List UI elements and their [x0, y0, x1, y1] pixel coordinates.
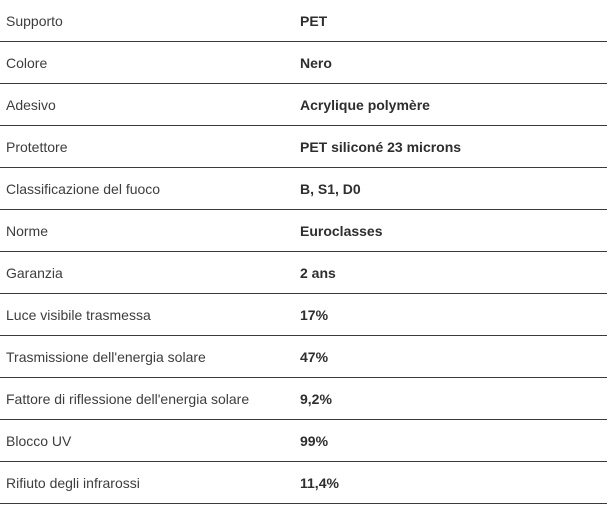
spec-row-classificazione-fuoco	[0, 168, 607, 210]
spec-value: 17%	[300, 294, 607, 336]
spec-label: Fattore di riflessione dell'energia solare	[0, 378, 300, 420]
spec-row-norme	[0, 210, 607, 252]
spec-value: B, S1, D0	[300, 168, 607, 210]
spec-label: Colore	[0, 42, 300, 84]
spec-row-adesivo	[0, 84, 607, 126]
spec-label: Classificazione del fuoco	[0, 168, 300, 210]
spec-label: Supporto	[0, 0, 300, 42]
spec-label: Garanzia	[0, 252, 300, 294]
spec-row-protettore	[0, 126, 607, 168]
spec-row-garanzia	[0, 252, 607, 294]
spec-value: 9,2%	[300, 378, 607, 420]
spec-value: PET	[300, 0, 607, 42]
spec-value: 99%	[300, 420, 607, 462]
spec-value: 47%	[300, 336, 607, 378]
spec-value: 2 ans	[300, 252, 607, 294]
spec-row-supporto	[0, 0, 607, 42]
spec-value: Euroclasses	[300, 210, 607, 252]
spec-label: Trasmissione dell'energia solare	[0, 336, 300, 378]
spec-value: 11,4%	[300, 462, 607, 504]
spec-value: Nero	[300, 42, 607, 84]
spec-row-rifiuto-infrarossi	[0, 462, 607, 504]
spec-label: Protettore	[0, 126, 300, 168]
spec-row-riflessione-energia	[0, 378, 607, 420]
spec-row-colore	[0, 42, 607, 84]
spec-label: Luce visibile trasmessa	[0, 294, 300, 336]
spec-row-trasmissione-energia	[0, 336, 607, 378]
spec-label: Norme	[0, 210, 300, 252]
spec-row-blocco-uv	[0, 420, 607, 462]
spec-value: PET siliconé 23 microns	[300, 126, 607, 168]
spec-label: Rifiuto degli infrarossi	[0, 462, 300, 504]
spec-label: Blocco UV	[0, 420, 300, 462]
spec-label: Adesivo	[0, 84, 300, 126]
spec-value: Acrylique polymère	[300, 84, 607, 126]
spec-row-luce-visibile	[0, 294, 607, 336]
